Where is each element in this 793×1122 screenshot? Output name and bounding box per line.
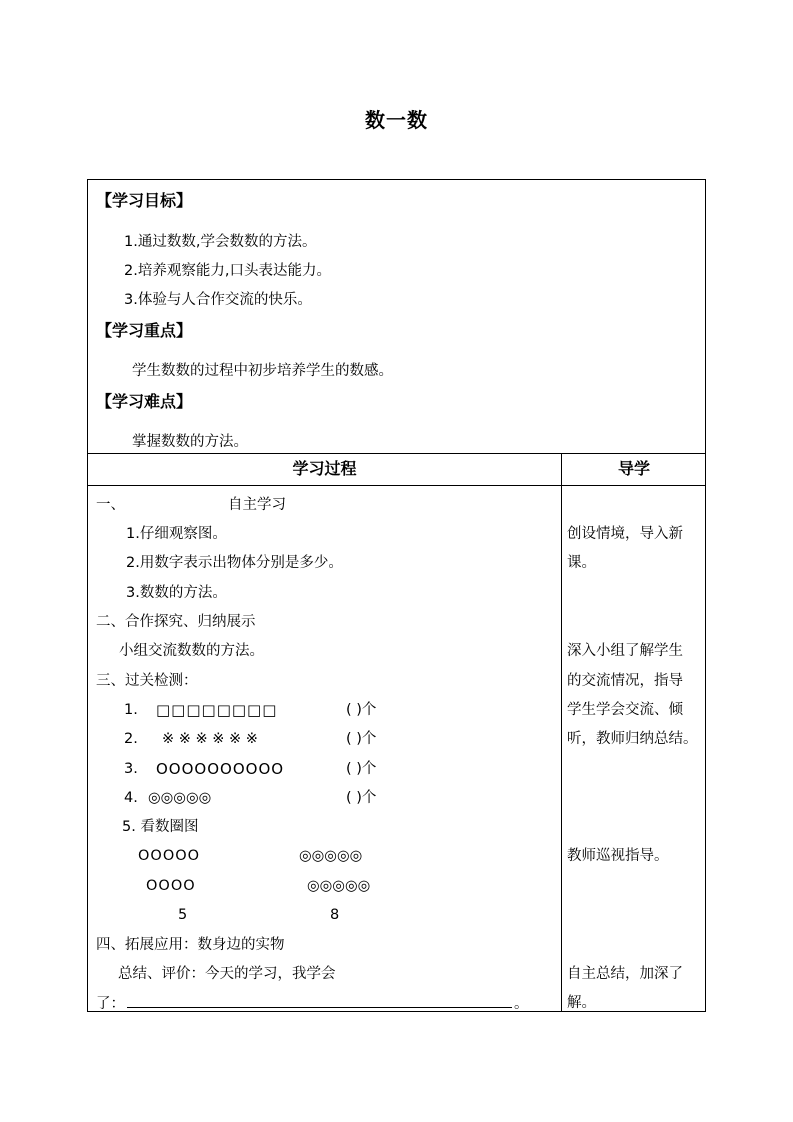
circles-left-row-1: OOOOO [138, 848, 201, 864]
bullseyes-right-row-2: ◎◎◎◎◎ [307, 878, 371, 894]
goal-item-1: 1.通过数数,学会数数的方法。 [124, 234, 317, 250]
column-header-process: 学习过程 [292, 459, 357, 478]
quiz-row-3-answer: ( )个 [346, 761, 377, 777]
difficulty-heading: 【学习难点】 [96, 392, 193, 411]
guide-1-line-1: 创设情境，导入新 [567, 526, 683, 542]
quiz-item-5: 5. 看数圈图 [122, 819, 199, 835]
page-title: 数一数 [365, 108, 428, 132]
summary-suffix: 。 [514, 996, 529, 1012]
quiz-row-3-num: 3. [124, 761, 138, 777]
focus-heading: 【学习重点】 [96, 321, 193, 340]
section1-label: 一、 [96, 497, 125, 513]
section2-text: 小组交流数数的方法。 [119, 643, 264, 659]
circles-left-row-2: OOOO [146, 878, 196, 894]
guide-2-line-4: 听，教师归纳总结。 [567, 731, 698, 747]
guide-2-line-1: 深入小组了解学生 [567, 643, 683, 659]
quiz-row-4-answer: ( )个 [346, 790, 377, 806]
guide-4-line-1: 自主总结，加深了 [567, 966, 683, 982]
count-left: 5 [178, 907, 188, 923]
quiz-row-3-circles: OOOOOOOOOO [156, 760, 285, 778]
section1-item-2: 2.用数字表示出物体分别是多少。 [126, 555, 343, 571]
section1-item-3: 3.数数的方法。 [126, 585, 227, 601]
goal-item-2: 2.培养观察能力,口头表达能力。 [124, 263, 331, 279]
quiz-row-4-bullseyes: ◎◎◎◎◎ [148, 790, 212, 806]
answer-blank[interactable] [127, 993, 512, 1008]
column-header-guide: 导学 [617, 459, 650, 478]
guide-3: 教师巡视指导。 [567, 848, 669, 864]
quiz-row-2-asterisms: ※ ※ ※ ※ ※ ※ [162, 731, 258, 747]
section3-title: 三、过关检测： [96, 673, 198, 689]
goals-heading: 【学习目标】 [96, 191, 193, 210]
table-header-divider [88, 485, 705, 486]
quiz-row-1-squares: □□□□□□□□ [156, 701, 278, 719]
section4-title: 四、拓展应用：数身边的实物 [96, 937, 285, 953]
section2-title: 二、合作探究、归纳展示 [96, 614, 256, 630]
guide-2-line-3: 学生学会交流、倾 [567, 702, 683, 718]
guide-1-line-2: 课。 [567, 555, 596, 571]
section1-title: 自主学习 [228, 497, 286, 513]
focus-text: 学生数数的过程中初步培养学生的数感。 [132, 363, 393, 379]
column-divider [561, 453, 562, 1011]
quiz-row-4-num: 4. [124, 790, 138, 806]
bullseyes-right-row-1: ◎◎◎◎◎ [299, 848, 363, 864]
quiz-row-2-num: 2. [124, 731, 138, 747]
quiz-row-1-num: 1. [124, 702, 138, 718]
quiz-row-1-answer: ( )个 [346, 702, 377, 718]
difficulty-text: 掌握数数的方法。 [132, 434, 248, 450]
section1-item-1: 1.仔细观察图。 [126, 526, 227, 542]
count-right: 8 [330, 907, 340, 923]
goal-item-3: 3.体验与人合作交流的快乐。 [124, 292, 312, 308]
summary-prefix: 了： [96, 996, 125, 1012]
guide-2-line-2: 的交流情况，指导 [567, 673, 683, 689]
summary-text: 总结、评价：今天的学习，我学会 [118, 966, 336, 982]
guide-4-line-2: 解。 [567, 995, 596, 1011]
lesson-plan-table [87, 179, 706, 1012]
summary-fill-line [96, 993, 529, 1014]
table-divider-top [88, 453, 705, 454]
quiz-row-2-answer: ( )个 [346, 731, 377, 747]
